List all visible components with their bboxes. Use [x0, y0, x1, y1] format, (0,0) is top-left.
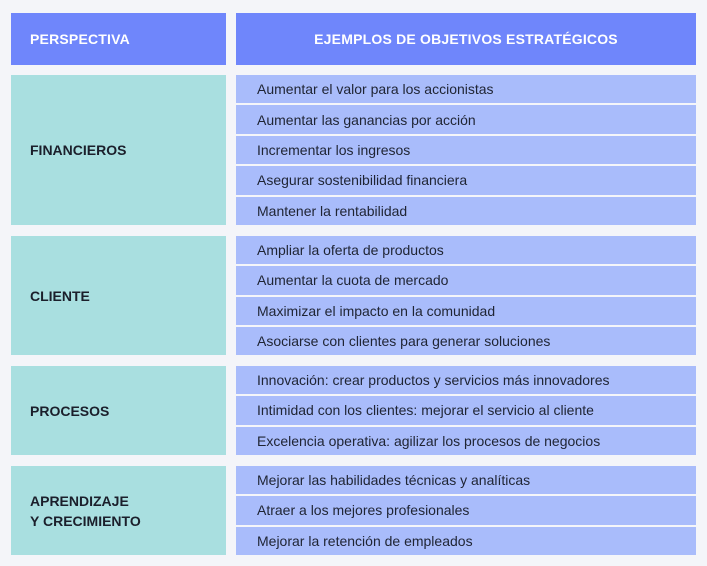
perspective-cell: [11, 236, 226, 355]
objective-item: Incrementar los ingresos: [236, 136, 696, 164]
objective-item: Ampliar la oferta de productos: [236, 236, 696, 264]
perspective-label: FINANCIEROS: [30, 142, 127, 158]
perspective-label-line-2: Y CRECIMIENTO: [30, 512, 141, 529]
objective-item: Aumentar el valor para los accionistas: [236, 75, 696, 103]
objectives-list: [236, 236, 696, 355]
objective-item: Mantener la rentabilidad: [236, 197, 696, 225]
objective-item: Atraer a los mejores profesionales: [236, 496, 696, 524]
objectives-list: [236, 466, 696, 555]
header-examples: EJEMPLOS DE OBJETIVOS ESTRATÉGICOS: [236, 13, 696, 65]
objective-item: Mejorar las habilidades técnicas y analíticas: [236, 466, 696, 494]
section-financieros: [11, 75, 696, 225]
section-cliente: [11, 236, 696, 355]
objective-item: Aumentar la cuota de mercado: [236, 266, 696, 294]
section-procesos: [11, 366, 696, 455]
objective-item: Asegurar sostenibilidad financiera: [236, 166, 696, 194]
section-aprendizaje: [11, 466, 696, 555]
objective-item: Intimidad con los clientes: mejorar el servicio al cliente: [236, 396, 696, 424]
objectives-list: [236, 366, 696, 455]
objective-item: Asociarse con clientes para generar soluciones: [236, 327, 696, 355]
objective-item: Maximizar el impacto en la comunidad: [236, 297, 696, 325]
header-perspective: PERSPECTIVA: [11, 13, 226, 65]
perspective-label: PROCESOS: [30, 402, 110, 419]
objective-item: Mejorar la retención de empleados: [236, 527, 696, 555]
objective-item: Innovación: crear productos y servicios más innovadores: [236, 366, 696, 394]
perspective-label: CLIENTE: [30, 287, 90, 304]
objective-item: Excelencia operativa: agilizar los procesos de negocios: [236, 427, 696, 455]
perspective-cell: [11, 75, 226, 225]
perspective-cell: [11, 466, 226, 555]
perspective-cell: [11, 366, 226, 455]
objective-item: Aumentar las ganancias por acción: [236, 105, 696, 133]
perspective-label-line-1: APRENDIZAJE: [30, 492, 129, 509]
objectives-list: [236, 75, 696, 225]
